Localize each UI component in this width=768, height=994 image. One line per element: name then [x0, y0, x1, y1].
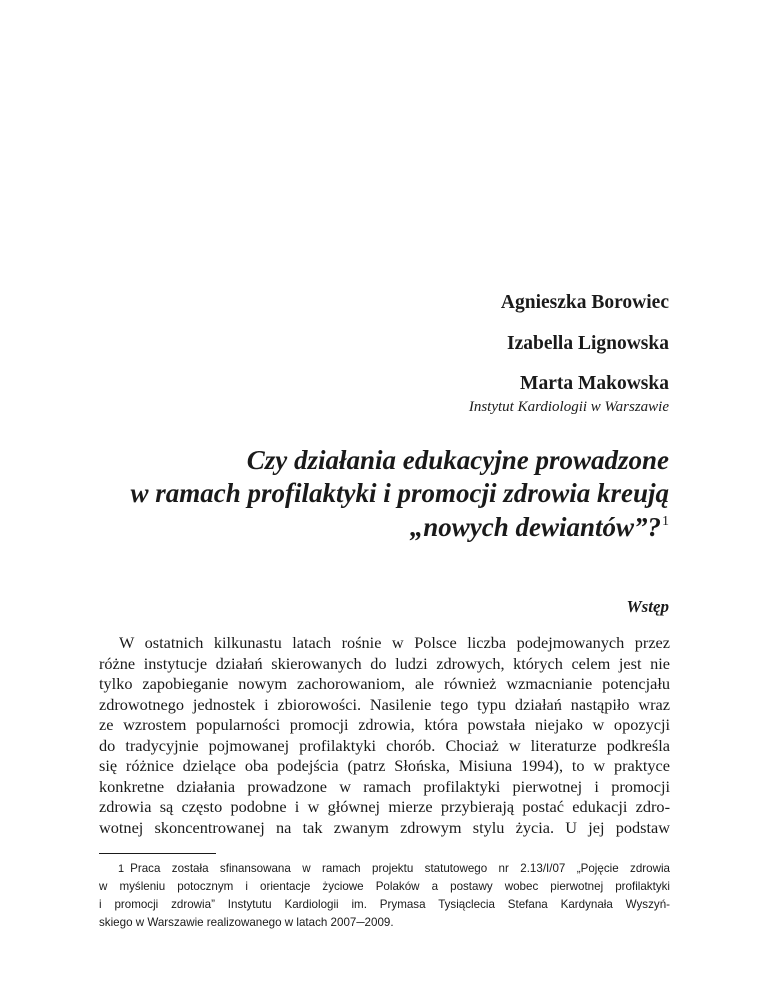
- footnote-divider: [99, 853, 216, 854]
- author-name: Izabella Lignowska: [507, 333, 669, 354]
- body-line: W ostatnich kilkunastu latach rośnie w Polsce liczba podejmowanych przez: [119, 633, 670, 652]
- footnote: [99, 860, 670, 932]
- footnote-line: [99, 860, 670, 878]
- footnote-mark: 1: [118, 863, 125, 875]
- article-title-text: „nowych dewiantów”?: [409, 512, 661, 542]
- author-name: Marta Makowska: [520, 373, 669, 394]
- footnote-line: skiego w Warszawie realizowanego w latach 2007─2009.: [99, 916, 394, 929]
- section-heading: Wstęp: [626, 597, 669, 616]
- article-title-line: [410, 512, 669, 543]
- body-line: konkretne działania prowadzone w ramach profilaktyki pierwotnej i promocji: [99, 776, 670, 796]
- body-line: do tradycyjnie pojmowanej profilaktyki chorób. Chociaż w literaturze podkreśla: [99, 735, 670, 755]
- article-title-line: Czy działania edukacyjne prowadzone: [246, 445, 669, 475]
- footnote-text: Praca została sfinansowana w ramach projektu statutowego nr 2.13/I/07 „Pojęcie zdrowia: [130, 862, 670, 875]
- body-line: zdrowia są często podobne i w głównej mierze przybierają postać edukacji zdro-: [99, 797, 670, 816]
- body-line: się różnice dzielące oba podejścia (patrz Słońska, Misiuna 1994), to w praktyce: [99, 756, 670, 775]
- body-line: zdrowotnego jednostek i zbiorowości. Nasilenie tego typu działań nastąpiło wraz: [99, 694, 670, 714]
- body-line: wotnej skoncentrowanej na tak zwanym zdrowym stylu życia. U jej podstaw: [99, 817, 670, 837]
- body-paragraph: [99, 633, 670, 838]
- body-line: różne instytucje działań skierowanych do ludzi zdrowych, których celem jest nie: [99, 653, 670, 673]
- author-affiliation: Instytut Kardiologii w Warszawie: [468, 399, 669, 415]
- body-line: tylko zapobieganie nowym zachorowaniom, ale również wzmacnianie potencjału: [99, 674, 670, 693]
- footnote-line: i promocji zdrowia” Instytutu Kardiologii im. Prymasa Tysiąclecia Stefana Kardynała Wyszyń-: [99, 898, 670, 911]
- footnote-line: w myśleniu potocznym i orientacje życiowe Polaków a postawy wobec pierwotnej profilaktyki: [99, 880, 670, 893]
- author-name: Agnieszka Borowiec: [500, 292, 669, 313]
- footnote-reference: 1: [662, 514, 669, 529]
- article-title-line: w ramach profilaktyki i promocji zdrowia kreują: [130, 478, 669, 508]
- body-line: ze wzrostem popularności promocji zdrowia, która powstała niejako w opozycji: [99, 715, 670, 734]
